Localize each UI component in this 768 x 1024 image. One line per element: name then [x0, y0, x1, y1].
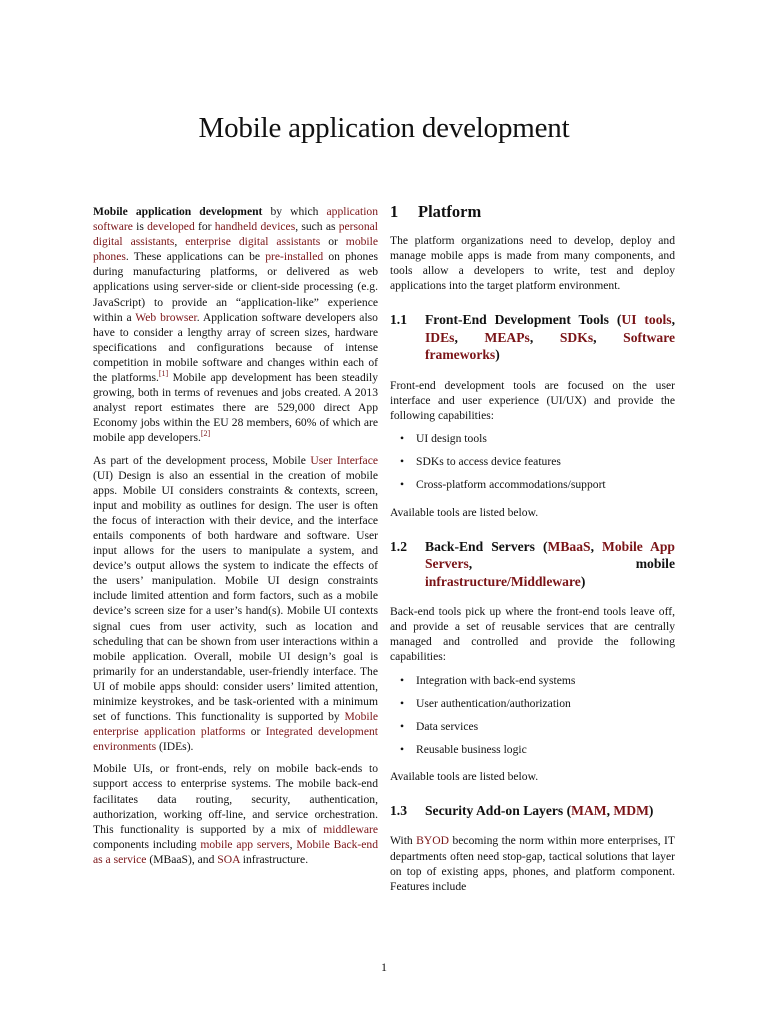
text-run: ,	[590, 538, 603, 554]
text-run: . Application software developers also have to consider a lengthy array of screen sizes, hardware specifications and configurations because of intense competition in mobile software and changes within each of the platforms.	[93, 310, 378, 385]
text-run: or	[245, 725, 266, 739]
text-run: With	[390, 834, 417, 848]
link-mobile-enterprise-application-platforms[interactable]: Mobile enterprise application platforms	[93, 710, 378, 739]
section-title: Platform	[418, 202, 482, 221]
front-end-capabilities-list	[390, 431, 675, 492]
link-ui-tools[interactable]: UI tools	[621, 312, 672, 328]
subsection-heading-security	[390, 802, 675, 820]
link-mobile-backend-as-a-service[interactable]: Mobile Back-end as a service	[93, 837, 379, 866]
link-enterprise-digital-assistants[interactable]: enterprise digital assistants	[185, 235, 321, 249]
section-heading-platform	[390, 204, 675, 219]
text-run: Front-End Development Tools (	[425, 312, 622, 328]
link-meaps[interactable]: MEAPs	[484, 329, 530, 345]
link-mdm[interactable]: MDM	[613, 802, 649, 818]
link-user-interface[interactable]: User Interface	[310, 453, 378, 467]
link-developed[interactable]: developed	[147, 220, 195, 234]
text-run: , mobile	[468, 556, 675, 572]
text-run: infrastructure.	[239, 852, 309, 866]
citation-1[interactable]: [1]	[158, 369, 169, 379]
text-run: As part of the development process, Mobile	[93, 453, 311, 467]
text-run: ,	[529, 329, 560, 345]
link-mbaas[interactable]: MBaaS	[547, 538, 591, 554]
text-run: components including	[93, 837, 201, 851]
link-sdks[interactable]: SDKs	[559, 329, 594, 345]
list-item: • Reusable business logic	[390, 742, 675, 757]
subsection-number: 1.3	[390, 802, 407, 818]
subsection-number: 1.1	[390, 312, 407, 328]
page-title: Mobile application development	[198, 112, 570, 144]
security-paragraph	[390, 833, 675, 893]
intro-paragraph	[93, 204, 378, 446]
list-item: • Cross-platform accommodations/support	[390, 477, 675, 492]
backend-paragraph	[93, 761, 378, 867]
subsection-heading-back-end	[390, 538, 675, 591]
list-item: • UI design tools	[390, 431, 675, 446]
link-byod[interactable]: BYOD	[416, 834, 450, 848]
text-run: is	[132, 220, 148, 234]
text-run: )	[648, 802, 654, 818]
right-column	[390, 204, 675, 901]
text-run: ,	[174, 235, 186, 249]
subsection-title	[425, 311, 675, 364]
link-application-software[interactable]: application software	[93, 205, 379, 234]
link-soa[interactable]: SOA	[217, 852, 240, 866]
section-number: 1	[390, 202, 399, 221]
text-run: on phones during manufacturing platforms, or delivered as web applications using server-side or client-side processing (e.g. JavaScript) to provide an “application-like” experience within a	[93, 250, 378, 324]
back-end-paragraph: Back-end tools pick up where the front-end tools leave off, and provide a set of reusable services that are centrally managed and controlled and provide the following capabilities:	[390, 605, 675, 664]
text-run: )	[495, 347, 500, 363]
list-item: • User authentication/authorization	[390, 696, 675, 711]
citation-2[interactable]: [2]	[200, 429, 211, 439]
platform-paragraph: The platform organizations need to develop, deploy and manage mobile apps is made from many components, and tools allow a developers to write, test and deploy applications into the target platform environment.	[390, 234, 675, 293]
page-number: 1	[381, 960, 387, 974]
link-mam[interactable]: MAM	[571, 802, 607, 818]
text-run: becoming the norm within more enterprises, IT departments often need stop-gap, tactical solutions that layer on top of existing apps, phones, and platform component. Features include	[390, 834, 676, 893]
link-mobile-app-servers-heading[interactable]: Mobile App Servers	[425, 538, 675, 572]
text-run: or	[320, 235, 346, 249]
text-run: (UI) Design is also an essential in the creation of mobile apps. Mobile UI considers constraints & contexts, screen, input and mobility as outlines for design. The user is often the focus of interaction with their device, and the interface entails components of both hardware and software. User input allows for the users to manipulate a system, and device’s output allows the system to indicate the effects of the users’ manipulation. Mobile UI design constraints include limited attention and form factors, such as a mobile device’s screen size for a user’s hand(s). Mobile UI contexts signal cues from user activity, such as location and scheduling that can be shown from user interactions within a mobile application. Overall, mobile UI design’s goal is primarily for an understandable, user-friendly interface. The UI of mobile apps should: consider users’ limited attention, minimize keystrokes, and be task-oriented with a minimum set of functions. This functionality is supported by	[93, 468, 378, 724]
back-end-capabilities-list	[390, 673, 675, 757]
text-run: ,	[606, 802, 614, 818]
text-run: Mobile UIs, or front-ends, rely on mobile back-ends to support access to enterprise systems. The mobile back-end facilitates data routing, security, authentication, authorization, working off-line, and service orchestration. This functionality is supported by a mix of	[93, 762, 378, 836]
text-run: for	[194, 220, 215, 234]
link-mobile-app-servers[interactable]: mobile app servers	[200, 837, 290, 851]
subsection-title	[425, 802, 675, 820]
text-run: (IDEs).	[156, 740, 194, 754]
text-run: ,	[289, 837, 297, 851]
ui-design-paragraph	[93, 453, 378, 755]
text-run: , such as	[295, 220, 339, 234]
text-run: Security Add-on Layers (	[425, 802, 572, 818]
link-middleware[interactable]: middleware	[323, 822, 378, 836]
link-web-browser[interactable]: Web browser	[135, 310, 197, 324]
left-column	[93, 204, 378, 874]
link-software-frameworks[interactable]: Software frameworks	[425, 329, 676, 363]
text-run: Back-End Servers (	[425, 538, 548, 554]
bold-term: Mobile application development	[93, 205, 263, 218]
link-pre-installed[interactable]: pre-installed	[265, 250, 324, 264]
text-run: by which	[262, 205, 327, 218]
text-run: (MBaaS), and	[146, 852, 218, 866]
text-run: ,	[593, 329, 624, 345]
subsection-title	[425, 538, 675, 591]
text-run: Mobile app development has been steadily growing, both in terms of revenues and jobs created. A 2013 analyst report estimates there are 529,000 direct App Economy jobs within the EU 28 members, 60% of which are mobile app developers.	[93, 371, 378, 445]
link-ides[interactable]: IDEs	[425, 329, 455, 345]
text-run: ,	[454, 329, 485, 345]
link-mobile-phones[interactable]: mobile phones	[93, 235, 378, 264]
link-personal-digital-assistants[interactable]: personal digital assistants	[93, 220, 378, 249]
front-end-paragraph: Front-end development tools are focused on the user interface and user experience (UI/UX) and provide the following capabilities:	[390, 378, 675, 423]
subsection-heading-front-end	[390, 311, 675, 364]
available-tools-note: Available tools are listed below.	[390, 769, 539, 783]
link-integrated-development-environments[interactable]: Integrated development environments	[93, 725, 378, 754]
link-handheld-devices[interactable]: handheld devices	[214, 220, 296, 234]
subsection-number: 1.2	[390, 538, 407, 554]
text-run: ,	[671, 312, 676, 328]
list-item: • Data services	[390, 719, 675, 734]
text-run: . These applications can be	[125, 250, 266, 264]
available-tools-note: Available tools are listed below.	[390, 505, 539, 519]
link-infrastructure-middleware[interactable]: infrastructure/Middleware	[425, 573, 581, 589]
list-item: • SDKs to access device features	[390, 454, 675, 469]
list-item: • Integration with back-end systems	[390, 673, 675, 688]
text-run: )	[580, 573, 586, 589]
